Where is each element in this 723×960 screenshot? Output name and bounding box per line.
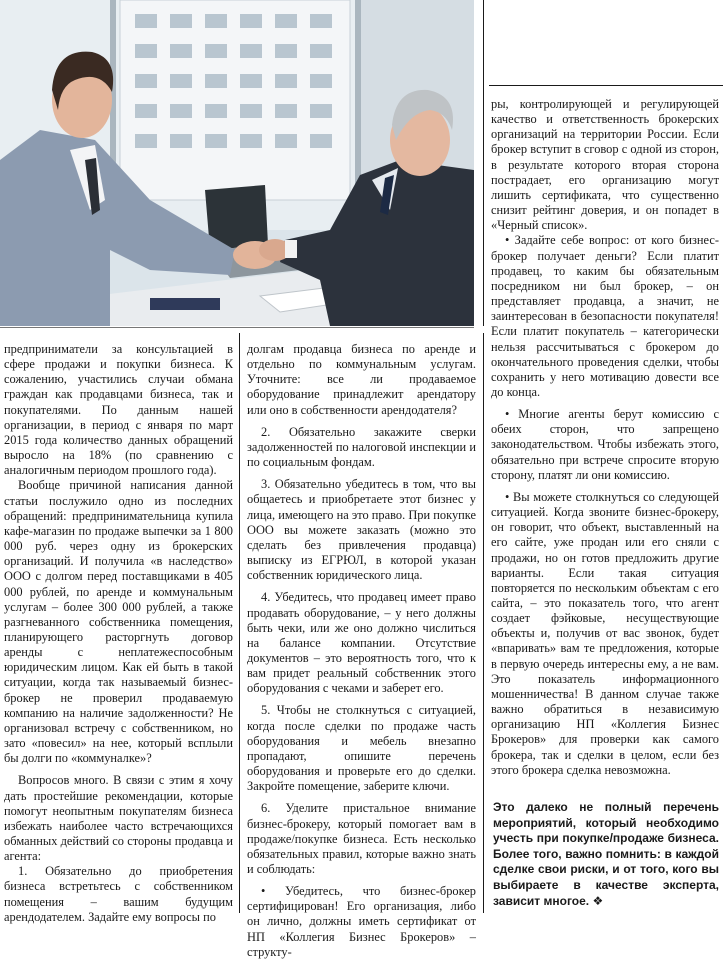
col2-paragraph-4: 4. Убедитесь, что продавец имеет право продавать оборудование, – у него должны быть чеки, или же оно должно числиться на балансе компании. Отсутствие документов – это вероятность того, что к вам придет реальный собственник этого оборудования с чеками и заберет его. [247, 590, 476, 696]
col1-paragraph-3: Вопросов много. В связи с этим я хочу дать простейшие рекомендации, которые помогут неопытным покупателям бизнеса избежать наиболее часто встречающихся обманных действий со стороны продавца и агента: [4, 773, 233, 864]
end-of-article-mark-icon: ❖ [592, 893, 604, 908]
col2-paragraph-1: долгам продавца бизнеса по аренде и отдельно по коммунальным услугам. Уточните: все ли продаваемое оборудование принадлежит арендатору или оно в собственности арендодателя? [247, 342, 476, 417]
handshake-photo [0, 0, 474, 326]
col2-paragraph-3: 3. Обязательно убедитесь в том, что вы общаетесь и приобретаете этот бизнес у лица, имеющего на это право. При покупке ООО вы можете заказать (можно это сделать без привлечения продавца) выписку из ЕГРЮЛ, в которой указан собственник юридического лица. [247, 477, 476, 583]
column-rule-1 [239, 333, 240, 913]
article-conclusion [493, 800, 719, 909]
col2-paragraph-2: 2. Обязательно закажите сверки задолженностей по налоговой инспекции и по социальным фондам. [247, 424, 476, 470]
article-column-1 [4, 342, 233, 925]
conclusion-text: Это далеко не полный перечень мероприятий, который необходимо учесть при покупке/продаже бизнеса. Более того, важно помнить: в каждой сделке свои риски, и от того, кого вы выбираете в качестве эксперта, зависит многое. [493, 800, 719, 908]
article-column-2 [247, 342, 476, 960]
header-rule-right [489, 85, 723, 86]
col1-paragraph-1: предприниматели за консультацией в сфере продажи и покупки бизнеса. К сожалению, участились случаи обмана граждан как продавцами бизнеса, так и покупателями. По данным нашей организации, в период с января по март 2015 года количество данных обращений выросло на 18% (по сравнению с аналогичным периодом прошлого года). [4, 342, 233, 478]
col3-paragraph-1: ры, контролирующей и регулирующей качество и ответственность брокерских организаций на территории России. Если брокер вступит в сговор с одной из сторон, в результате которого вторая сторона пострадает, его организацию могут лишить сертификата, что существенно снизит рейтинг доверия, и он попадет в «Черный список». [491, 97, 719, 233]
column-rule-2 [483, 333, 484, 913]
col1-paragraph-4: 1. Обязательно до приобретения бизнеса встретьтесь с собственником помещения – вашим будущим арендодателем. Задайте ему вопросы по [4, 864, 233, 924]
article-column-3 [491, 97, 719, 778]
col2-paragraph-5: 5. Чтобы не столкнуться с ситуацией, когда после сделки по продаже часть оборудования и мебель внезапно пропадают, опишите перечень оборудования и проверьте его до сделки. Закройте помещение, заберите ключи. [247, 703, 476, 794]
col3-paragraph-3: • Многие агенты берут комиссию с обеих сторон, что запрещено законодательством. Чтобы избежать этого, обязательно при встрече спросите вторую сторону, платят ли они комиссию. [491, 407, 719, 482]
col2-paragraph-6: 6. Уделите пристальное внимание бизнес-брокеру, который помогает вам в продаже/покупке бизнеса. Есть несколько обязательных правил, которые важно знать и соблюдать: [247, 801, 476, 876]
col3-paragraph-4: • Вы можете столкнуться со следующей ситуацией. Когда звоните бизнес-брокеру, он говорит, что объект, выставленный на его сайте, уже продан или его сняли с продажи, но он готов предложить другие варианты. Если такая ситуация повторяется по нескольким объектам с его сайта, – это показатель того, что агент создает фэйковые, несуществующие объекты и, получив от вас звонок, будет «впаривать» вам те предложения, которые в первую очередь интересны ему, а не вам. Это показатель информационного мошенничества! В данном случае также важно обратиться в независимую организацию НП «Коллегия Бизнес Брокеров» для проверки как самого брокера, так и сделки в целом, если без этого брокера сделка невозможна. [491, 489, 719, 777]
col1-paragraph-2: Вообще причиной написания данной статьи послужило одно из последних обращений: предпринимательница купила кафе-магазин по продаже выпечки за 1 800 000 руб. через одну из брокерских организаций. И получила «в наследство» ООО с долгом перед поставщиками в 405 000 рублей, по аренде и коммунальным услугам – более 300 000 рублей, а также разгневанного собственника помещения, планирующего расторгнуть договор аренды с неплатежеспособным юридическим лицом. Как ей быть в такой ситуации, когда так называемый бизнес-брокер не проверил продаваемую компанию на наличие задолженности? Не организовал встречу с собственником, но зато «повесил» на нее, который всплыли бы долги по «коммуналке»? [4, 478, 233, 766]
col2-paragraph-7: • Убедитесь, что бизнес-брокер сертифицирован! Его организация, либо он лично, должны иметь сертификат от НП «Коллегия Бизнес Брокеров» – структу- [247, 884, 476, 959]
column-rule-top-right [483, 0, 484, 326]
photo-bottom-rule [0, 327, 474, 328]
col3-paragraph-2: • Задайте себе вопрос: от кого бизнес-брокер получает деньги? Если платит продавец, то каким бы обязательным посредником ни был брокер, – он представляет продавца, а значит, не заинтересован в безопасности покупателя! Если платит покупатель – категорически нельзя рассчитываться с брокером до окончательного проведения сделки, чтобы сохранить у него мотивацию довести все до конца. [491, 233, 719, 399]
